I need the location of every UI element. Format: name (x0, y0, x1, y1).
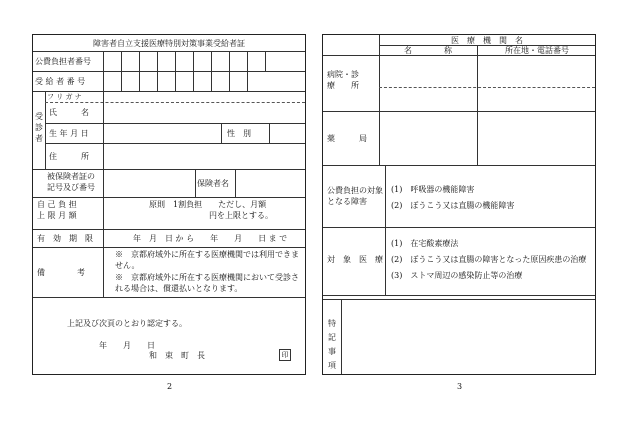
target-disability-label: 公費負担の対象 となる障害 (327, 186, 383, 206)
pharmacy-label: 薬 局 (327, 133, 367, 143)
copay-label: 自 己 負 担 上 限 月 額 (37, 200, 77, 220)
page-number-left: 2 (167, 382, 173, 391)
insured-number-label: 被保険者証の 記号及び番号 (47, 172, 95, 192)
treatment-item-3: (3) ストマ周辺の感染防止等の治療 (391, 270, 523, 280)
column-address-phone: 所在地・電話番号 (505, 45, 569, 55)
payer-number-label: 公費負担者番号 (35, 56, 91, 66)
issue-date: 年 月 日 (99, 340, 155, 350)
certificate-page-right (322, 34, 596, 375)
special-notes-label: 特 記 事 項 (328, 319, 336, 370)
column-name: 名 称 (404, 45, 452, 55)
medical-institution-header: 医 療 機 関 名 (451, 35, 523, 45)
hospital-clinic-label: 病院・診 療 所 (327, 70, 359, 90)
page-number-right: 3 (457, 382, 463, 391)
remarks-label: 備 考 (37, 267, 85, 277)
remark-2: ※ 京都府域外に所在する医療機関において受診される場合は、償還払いとなります。 (115, 273, 299, 293)
address-label: 住 所 (49, 151, 89, 161)
furigana-label: フ リ ガ ナ (47, 92, 82, 101)
certification-text: 上記及び次頁のとおり認定する。 (67, 318, 187, 328)
treatment-item-1: (1) 在宅酸素療法 (391, 238, 459, 248)
recipient-number-label: 受 給 者 番 号 (35, 76, 86, 86)
birthdate-label: 生 年 月 日 (49, 128, 89, 138)
copay-text: 原則 1割負担 ただし、月額 円を上限とする。 (149, 200, 273, 220)
validity-label: 有 効 期 限 (37, 233, 93, 243)
target-item-1: (1) 呼吸器の機能障害 (391, 184, 475, 194)
certificate-page-left (32, 34, 306, 375)
sex-label: 性 別 (227, 128, 251, 138)
insurer-name-label: 保険者名 (197, 178, 229, 188)
target-treatment-label: 対 象 医 療 (327, 254, 383, 264)
treatment-item-2: (2) ぼうこう又は直腸の障害となった原因疾患の治療 (391, 254, 587, 264)
issuer-name: 和 束 町 長 (149, 350, 205, 360)
seal-mark: 印 (279, 349, 291, 361)
remark-1: ※ 京都府域外に所在する医療機関では利用できません。 (115, 250, 299, 270)
target-item-2: (2) ぼうこう又は直腸の機能障害 (391, 200, 515, 210)
name-label: 氏 名 (49, 108, 89, 117)
recipient-vertical-label: 受 診 者 (35, 112, 43, 143)
certificate-title: 障害者自立支援医療特別対策事業受給者証 (93, 38, 245, 48)
validity-text: 年 月 日 か ら 年 月 日 ま で (133, 233, 288, 243)
